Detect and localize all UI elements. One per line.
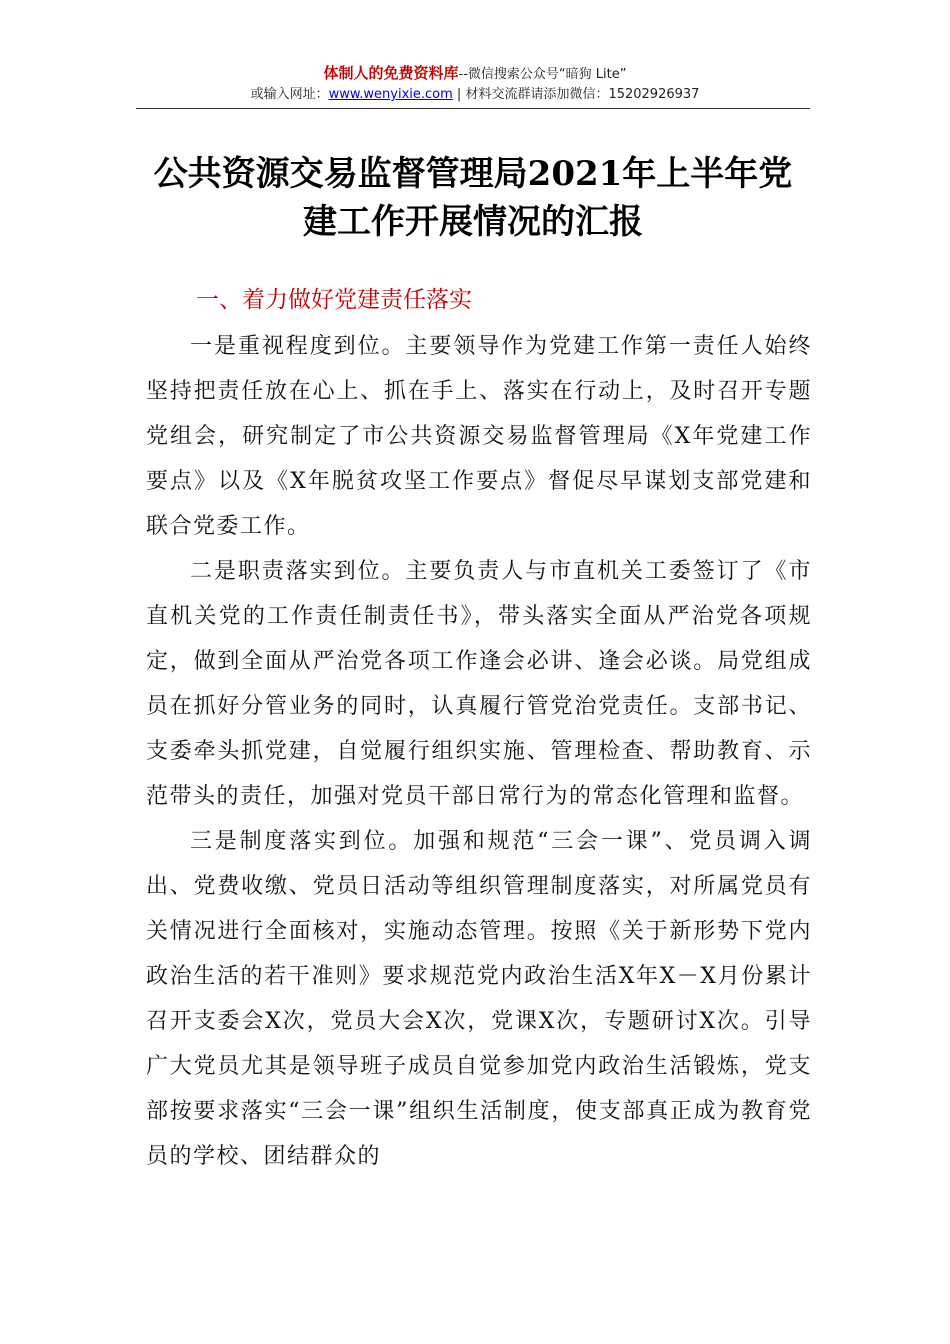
- document-body: [146, 284, 812, 1179]
- title-line-2: 建工作开展情况的汇报: [303, 202, 643, 242]
- paragraph-1: 一是重视程度到位。主要领导作为党建工作第一责任人始终坚持把责任放在心上、抓在手上、落实在行动上，及时召开专题党组会，研究制定了市公共资源交易监督管理局《X年党建工作要点》以及《X年脱贫攻坚工作要点》督促尽早谋划支部党建和联合党委工作。: [146, 334, 812, 539]
- paragraph-3: 三是制度落实到位。加强和规范“三会一课”、党员调入调出、党费收缴、党员日活动等组织管理制度落实，对所属党员有关情况进行全面核对，实施动态管理。按照《关于新形势下党内政治生活的若干准则》要求规范党内政治生活X年X－X月份累计召开支委会X次，党员大会X次，党课X次，专题研讨X次。引导广大党员尤其是领导班子成员自觉参加党内政治生活锻炼，党支部按要求落实“三会一课”组织生活制度，使支部真正成为教育党员的学校、团结群众的: [146, 829, 812, 1169]
- header-line-2: [0, 86, 950, 104]
- website-link[interactable]: www.wenyixie.com: [328, 87, 453, 102]
- title-line-1: 公共资源交易监督管理局2021年上半年党: [153, 154, 793, 194]
- header-line-1: [0, 64, 950, 84]
- url-prefix: 或输入网址：: [250, 87, 329, 102]
- paragraph-2: 二是职责落实到位。主要负责人与市直机关工委签订了《市直机关党的工作责任制责任书》，带头落实全面从严治党各项规定，做到全面从严治党各项工作逢会必讲、逢会必谈。局党组成员在抓好分管业务的同时，认真履行管党治党责任。支部书记、支委牵头抓党建，自觉履行组织实施、管理检查、帮助教育、示范带头的责任，加强对党员干部日常行为的常态化管理和监督。: [146, 559, 812, 809]
- header-divider: [136, 108, 810, 109]
- section-heading: 一、着力做好党建责任落实: [196, 287, 472, 313]
- page-header: [0, 64, 950, 104]
- contact-text: | 材料交流群请添加微信：15202926937: [452, 87, 700, 102]
- tagline-text: --微信搜索公众号“暗狗 Lite”: [458, 67, 627, 82]
- document-title: [136, 150, 810, 246]
- brand-text: 体制人的免费资料库: [323, 64, 459, 82]
